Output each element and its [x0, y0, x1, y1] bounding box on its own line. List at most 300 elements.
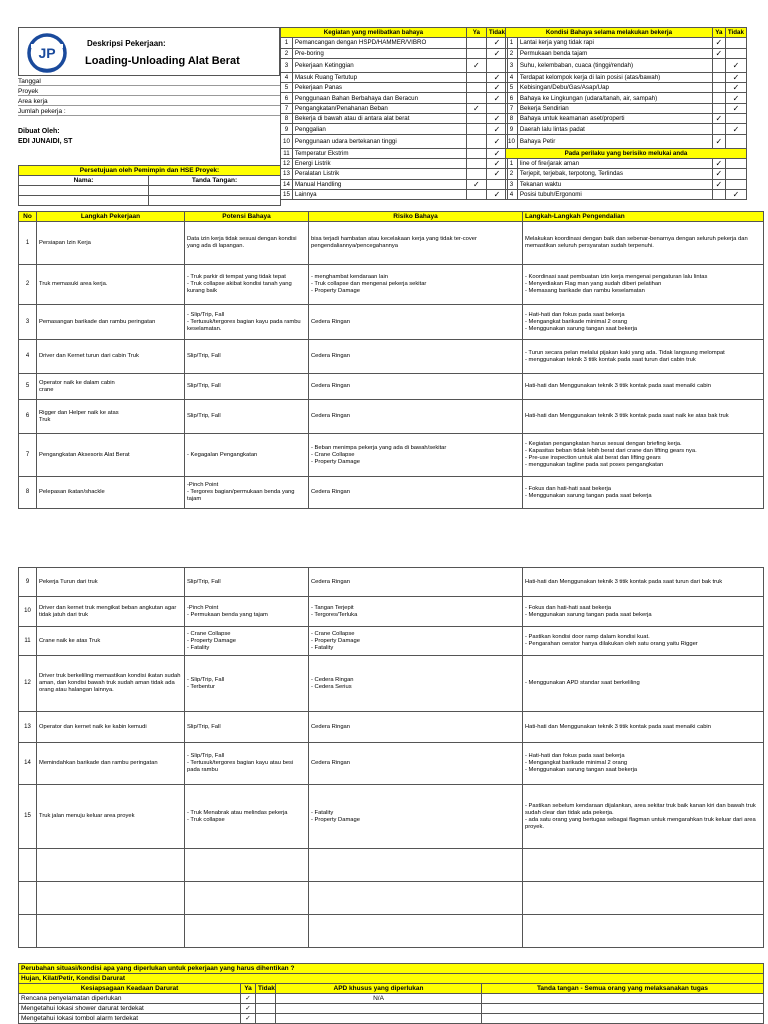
activity-ya-check [466, 114, 486, 124]
empty-cell [309, 882, 523, 915]
approval-signature-cell [149, 186, 281, 196]
activity-row [281, 148, 508, 158]
condition-no: 2 [506, 48, 518, 58]
control-measures: - Koordinasi saat pembuatan izin kerja mengenai pengaturan lalu lintas - Menyediakan Flag man yang sudah diberi pelatihan - Memasang barikade dan rambu keselamatan [523, 265, 764, 305]
activity-tidak-check: ✓ [486, 134, 507, 148]
step-no: 8 [19, 477, 37, 509]
condition-row [506, 58, 747, 72]
prepared-by [18, 127, 72, 147]
jsa-row [19, 627, 764, 656]
activity-tidak-check: ✓ [486, 124, 507, 134]
condition-label: Bahaya untuk keamanan aset/properti [517, 114, 712, 124]
activity-tidak-check: ✓ [486, 72, 507, 82]
activity-ya-check: ✓ [466, 179, 486, 189]
activity-ya-check [466, 83, 486, 93]
col-pengendalian-header: Langkah-Langkah Pengendalian [523, 212, 764, 222]
jsa-row [19, 400, 764, 434]
hazard-risk: Cedera Ringan [309, 340, 523, 374]
step-no: 6 [19, 400, 37, 434]
hazard-risk: - Crane Collapse - Property Damage - Fatality [309, 627, 523, 656]
behavior-no: 2 [506, 169, 518, 179]
behavior-tidak-check [725, 158, 746, 168]
approval-name-cell [19, 186, 149, 196]
approval-table [18, 165, 281, 206]
hazard-risk: Cedera Ringan [309, 477, 523, 509]
hazard-risk: - Beban menimpa pekerja yang ada di bawah/sekitar - Crane Collapse - Property Damage [309, 434, 523, 477]
step-no: 5 [19, 374, 37, 400]
step-description: Pekerja Turun dari truk [37, 568, 185, 597]
empty-cell [523, 882, 764, 915]
activity-row [281, 179, 508, 189]
step-description: Rigger dan Helper naik ke atas Truk [37, 400, 185, 434]
activity-tidak-check: ✓ [486, 48, 507, 58]
activity-label: Energi Listrik [292, 158, 466, 168]
hazard-risk: bisa terjadi hambatan atau kecelakaan kerja yang tidak ter-cover pengendaliannya/pencegahannya [309, 222, 523, 265]
potential-hazard: - Slip/Trip, Fall - Terbentur [185, 656, 309, 712]
activity-label: Pekerjaan Panas [292, 83, 466, 93]
emergency-tidak-check [256, 1014, 276, 1024]
condition-row [506, 48, 747, 58]
work-area-field: Area kerja [18, 97, 280, 106]
stop-work-question: Perubahan situasi/kondisi apa yang diperlukan untuk pekerjaan yang harus dihentikan ? [19, 964, 764, 974]
jsa-row [19, 785, 764, 849]
hazard-risk: - Cedera Ringan - Cedera Serius [309, 656, 523, 712]
jsa-row [19, 434, 764, 477]
activity-no: 2 [281, 48, 293, 58]
project-field: Proyek [18, 87, 280, 96]
behavior-no: 4 [506, 189, 518, 199]
activity-no: 11 [281, 148, 293, 158]
prepared-by-name: EDI JUNAIDI, ST [18, 138, 73, 145]
hazard-risk: Cedera Ringan [309, 374, 523, 400]
step-description: Crane naik ke atas Truk [37, 627, 185, 656]
step-description: Memindahkan barikade dan rambu peringatan [37, 743, 185, 785]
activity-ya-check [466, 124, 486, 134]
condition-row [506, 114, 747, 124]
activity-ya-check: ✓ [466, 58, 486, 72]
condition-no: 8 [506, 114, 518, 124]
empty-cell [523, 915, 764, 948]
step-description: Pemasangan barikade dan rambu peringatan [37, 305, 185, 340]
step-no: 1 [19, 222, 37, 265]
condition-label: Bahaya Petir [517, 134, 712, 148]
condition-no: 1 [506, 38, 518, 48]
activity-label: Bekerja di bawah atau di antara alat berat [292, 114, 466, 124]
step-description: Driver truk berkeliling memastikan kondisi ikatan sudah aman, dan kondisi bawah truk sudah aman tidak ada orang atau halangan lainnya. [37, 656, 185, 712]
behavior-subtitle: Pada perilaku yang berisiko melukai anda [506, 148, 747, 158]
hazard-risk: - Tangan Terjepit - Tergores/Terluka [309, 597, 523, 627]
conditions-ya-header: Ya [712, 28, 725, 38]
activity-row [281, 158, 508, 168]
control-measures: Hati-hati dan Menggunakan teknik 3 titik kontak pada saat naik ke atas bak truk [523, 400, 764, 434]
activity-tidak-check: ✓ [486, 114, 507, 124]
approval-name-cell [19, 196, 149, 206]
step-description: Pengangkatan Aksesoris Alat Berat [37, 434, 185, 477]
condition-ya-check: ✓ [712, 114, 725, 124]
empty-cell [185, 849, 309, 882]
empty-row [19, 915, 764, 948]
jsa-row [19, 597, 764, 627]
control-measures: - Turun secara pelan melalui pijakan kaki yang ada. Tidak langsung melompat - menggunakan teknik 3 titik kontak pada saat turun dari cabin truk [523, 340, 764, 374]
ppe-title: APD khusus yang diperlukan [276, 984, 482, 994]
stop-work-answer: Hujan, Kilat/Petir, Kondisi Darurat [19, 974, 764, 984]
empty-cell [185, 915, 309, 948]
potential-hazard: -Pinch Point - Permukaan benda yang tajam [185, 597, 309, 627]
condition-ya-check [712, 103, 725, 113]
worker-count-field: Jumlah pekerja : [18, 107, 280, 116]
behavior-no: 3 [506, 179, 518, 189]
activity-row [281, 72, 508, 82]
control-measures: - Pastikan sebelum kendaraan dijalankan, area sekitar truk baik kanan kiri dan bawah truk sudah clear dan tidak ada pekerja. - ada satu orang yang bertugas sebagai flagman untuk mengarahkan truk keluar dari area proyek. [523, 785, 764, 849]
step-no: 13 [19, 712, 37, 743]
activity-row [281, 58, 508, 72]
control-measures: - Pastikan kondisi door ramp dalam kondisi kuat. - Pengarahan oerator hanya dilakukan oleh satu orang yaitu Rigger [523, 627, 764, 656]
jsa-table-page-1 [18, 211, 764, 509]
job-description-label: Deskripsi Pekerjaan: [87, 39, 166, 48]
potential-hazard: - Slip/Trip, Fall - Tertusuk/tergores bagian kayu pada rambu keselamatan. [185, 305, 309, 340]
activities-title: Kegiatan yang melibatkan bahaya [281, 28, 467, 38]
condition-tidak-check [725, 114, 746, 124]
col-risiko-header: Risiko Bahaya [309, 212, 523, 222]
step-no: 10 [19, 597, 37, 627]
potential-hazard: Data izin kerja tidak sesuai dengan kondisi yang ada di lapangan. [185, 222, 309, 265]
activity-label: Pre-boring [292, 48, 466, 58]
empty-cell [185, 882, 309, 915]
behavior-ya-check: ✓ [712, 169, 725, 179]
control-measures: - Hati-hati dan fokus pada saat bekerja - Mengangkat barikade minimal 2 orang - Menggunakan sarung tangan saat bekerja [523, 743, 764, 785]
condition-ya-check: ✓ [712, 48, 725, 58]
activity-ya-check [466, 72, 486, 82]
emergency-ya-check: ✓ [241, 994, 256, 1004]
jsa-row [19, 656, 764, 712]
control-measures: - Fokus dan hati-hati saat bekerja - Menggunakan sarung tangan pada saat bekerja [523, 597, 764, 627]
activity-no: 12 [281, 158, 293, 168]
condition-ya-check: ✓ [712, 134, 725, 148]
condition-row [506, 103, 747, 113]
signature-cell [482, 1004, 764, 1014]
activity-no: 7 [281, 103, 293, 113]
activity-row [281, 189, 508, 199]
activity-label: Pemancangan dengan HSPD/HAMMER/VIBRO [292, 38, 466, 48]
activity-tidak-check: ✓ [486, 169, 507, 179]
behavior-tidak-check [725, 169, 746, 179]
activity-ya-check [466, 158, 486, 168]
potential-hazard: Slip/Trip, Fall [185, 340, 309, 374]
emergency-item-row [19, 994, 764, 1004]
condition-label: Suhu, kelembaban, cuaca (tinggi/rendah) [517, 58, 712, 72]
hazard-risk: Cedera Ringan [309, 568, 523, 597]
activity-ya-check [466, 38, 486, 48]
emergency-item-label: Rencana penyelamatan diperlukan [19, 994, 241, 1004]
activities-tidak-header: Tidak [486, 28, 507, 38]
condition-ya-check [712, 58, 725, 72]
ppe-value: N/A [276, 994, 482, 1004]
activity-tidak-check: ✓ [486, 93, 507, 103]
empty-cell [19, 915, 37, 948]
conditions-tidak-header: Tidak [725, 28, 746, 38]
behavior-row [506, 158, 747, 168]
empty-cell [37, 915, 185, 948]
condition-no: 4 [506, 72, 518, 82]
behavior-label: Tekanan waktu [517, 179, 712, 189]
jsa-row [19, 374, 764, 400]
condition-label: Terdapat kelompok kerja di lain posisi (atas/bawah) [517, 72, 712, 82]
control-measures: - Menggunakan APD standar saat berkeliling [523, 656, 764, 712]
empty-row [19, 882, 764, 915]
activity-no: 6 [281, 93, 293, 103]
behavior-ya-check [712, 189, 725, 199]
condition-tidak-check [725, 48, 746, 58]
empty-cell [309, 849, 523, 882]
emergency-item-label: Mengetahui lokasi tombol alarm terdekat [19, 1014, 241, 1024]
col-no-header: No [19, 212, 37, 222]
activity-label: Pekerjaan Ketinggian [292, 58, 466, 72]
potential-hazard: -Pinch Point - Tergores bagian/permukaan benda yang tajam [185, 477, 309, 509]
control-measures: Melakukan koordinasi dengan baik dan sebenar-benarnya dengan seluruh pekerja dan memastikan seluruh persyaratan sudah terpenuhi. [523, 222, 764, 265]
condition-row [506, 72, 747, 82]
condition-no: 7 [506, 103, 518, 113]
condition-label: Bahaya ke Lingkungan (udara/tanah, air, sampah) [517, 93, 712, 103]
activity-ya-check [466, 134, 486, 148]
activity-label: Masuk Ruang Tertutup [292, 72, 466, 82]
activity-no: 1 [281, 38, 293, 48]
approval-title: Persetujuan oleh Pemimpin dan HSE Proyek: [19, 166, 281, 176]
potential-hazard: - Crane Collapse - Property Damage - Fatality [185, 627, 309, 656]
col-potensi-header: Potensi Bahaya [185, 212, 309, 222]
condition-tidak-check: ✓ [725, 72, 746, 82]
activity-ya-check [466, 48, 486, 58]
activities-ya-header: Ya [466, 28, 486, 38]
control-measures: Hati-hati dan Menggunakan teknik 3 titik kontak pada saat turun dari bak truk [523, 568, 764, 597]
step-description: Operator naik ke dalam cabin crane [37, 374, 185, 400]
activity-ya-check [466, 93, 486, 103]
jsa-row [19, 340, 764, 374]
potential-hazard: Slip/Trip, Fall [185, 374, 309, 400]
potential-hazard: Slip/Trip, Fall [185, 400, 309, 434]
hazard-conditions-table [505, 27, 747, 200]
emergency-tidak-header: Tidak [256, 984, 276, 994]
behavior-label: line of fire/jarak aman [517, 158, 712, 168]
activity-ya-check [466, 189, 486, 199]
condition-row [506, 83, 747, 93]
hazard-risk: Cedera Ringan [309, 305, 523, 340]
step-no: 7 [19, 434, 37, 477]
step-no: 12 [19, 656, 37, 712]
potential-hazard: - Kegagalan Pengangkatan [185, 434, 309, 477]
signature-title: Tanda tangan - Semua orang yang melaksanakan tugas [482, 984, 764, 994]
empty-cell [523, 849, 764, 882]
company-logo [22, 32, 72, 74]
condition-no: 6 [506, 93, 518, 103]
jsa-row [19, 568, 764, 597]
condition-tidak-check: ✓ [725, 58, 746, 72]
ppe-value [276, 1014, 482, 1024]
control-measures: - Hati-hati dan fokus pada saat bekerja - Mengangkat barikade minimal 2 orang - Menggunakan sarung tangan saat bekerja [523, 305, 764, 340]
activity-label: Temperatur Ekstrim [292, 148, 466, 158]
activity-row [281, 114, 508, 124]
step-no: 3 [19, 305, 37, 340]
control-measures: Hati-hati dan Menggunakan teknik 3 titik kontak pada saat menaiki cabin [523, 374, 764, 400]
activity-row [281, 103, 508, 113]
jsa-row [19, 222, 764, 265]
step-no: 14 [19, 743, 37, 785]
activity-label: Penggunaan Bahan Berbahaya dan Beracun [292, 93, 466, 103]
emergency-item-row [19, 1004, 764, 1014]
hazard-risk: Cedera Ringan [309, 743, 523, 785]
step-description: Operator dan kernet naik ke kabin kemudi [37, 712, 185, 743]
activity-no: 5 [281, 83, 293, 93]
title-box [18, 27, 280, 76]
potential-hazard: - Truk parkir di tempat yang tidak tepat - Truk collapse akibat kondisi tanah yang kurang baik [185, 265, 309, 305]
prepared-by-label: Dibuat Oleh: [18, 128, 60, 135]
activity-ya-check [466, 148, 486, 158]
behavior-row [506, 169, 747, 179]
activity-ya-check [466, 169, 486, 179]
behavior-row [506, 189, 747, 199]
svg-text:JP: JP [38, 45, 56, 61]
condition-ya-check [712, 124, 725, 134]
activity-label: Penggunaan udara bertekanan tinggi [292, 134, 466, 148]
condition-ya-check [712, 83, 725, 93]
condition-label: Permukaan benda tajam [517, 48, 712, 58]
condition-tidak-check: ✓ [725, 93, 746, 103]
step-description: Truk jalan menuju keluar area proyek [37, 785, 185, 849]
condition-label: Bekerja Sendirian [517, 103, 712, 113]
empty-cell [309, 915, 523, 948]
activity-no: 4 [281, 72, 293, 82]
step-description: Pelepasan ikatan/shackle [37, 477, 185, 509]
control-measures: Hati-hati dan Menggunakan teknik 3 titik kontak pada saat menaiki cabin [523, 712, 764, 743]
activity-row [281, 83, 508, 93]
activity-no: 3 [281, 58, 293, 72]
emergency-tidak-check [256, 1004, 276, 1014]
approval-name-label: Nama: [19, 176, 149, 186]
date-field: Tanggal [18, 77, 280, 86]
activity-no: 10 [281, 134, 293, 148]
condition-no: 3 [506, 58, 518, 72]
job-title: Loading-Unloading Alat Berat [85, 55, 240, 67]
approval-signature-cell [149, 196, 281, 206]
step-description: Persiapan Izin Kerja [37, 222, 185, 265]
hazard-risk: - menghambat kendaraan lain - Truk collapse dan mengenai pekerja sekitar - Property Damage [309, 265, 523, 305]
activity-tidak-check: ✓ [486, 189, 507, 199]
step-no: 11 [19, 627, 37, 656]
activity-ya-check: ✓ [466, 103, 486, 113]
activity-no: 15 [281, 189, 293, 199]
potential-hazard: Slip/Trip, Fall [185, 568, 309, 597]
potential-hazard: - Slip/Trip, Fall - Tertusuk/tergores bagian kayu atau besi pada rambu [185, 743, 309, 785]
condition-ya-check [712, 93, 725, 103]
condition-label: Kebisingan/Debu/Gas/Asap/Uap [517, 83, 712, 93]
activity-row [281, 38, 508, 48]
behavior-ya-check: ✓ [712, 158, 725, 168]
jsa-row [19, 305, 764, 340]
step-no: 4 [19, 340, 37, 374]
emergency-item-label: Mengetahui lokasi shower darurat terdekat [19, 1004, 241, 1014]
emergency-item-row [19, 1014, 764, 1024]
empty-cell [37, 882, 185, 915]
condition-no: 9 [506, 124, 518, 134]
empty-cell [19, 882, 37, 915]
condition-row [506, 38, 747, 48]
emergency-title: Kesiapsagaan Keadaan Darurat [19, 984, 241, 994]
footer-table [18, 963, 764, 1024]
activity-label: Penggalian [292, 124, 466, 134]
condition-ya-check: ✓ [712, 38, 725, 48]
potential-hazard: - Truk Menabrak atau melindas pekerja - Truk collapse [185, 785, 309, 849]
activity-row [281, 48, 508, 58]
activity-label: Pengangkatan/Penahanan Beban [292, 103, 466, 113]
step-description: Driver dan kernet truk mengikat beban angkutan agar tidak jatuh dari truk [37, 597, 185, 627]
signature-cell [482, 994, 764, 1004]
potential-hazard: Slip/Trip, Fall [185, 712, 309, 743]
activity-no: 9 [281, 124, 293, 134]
condition-no: 5 [506, 83, 518, 93]
condition-tidak-check: ✓ [725, 124, 746, 134]
hazard-activities-table [280, 27, 508, 200]
col-langkah-header: Langkah Pekerjaan [37, 212, 185, 222]
condition-tidak-check [725, 134, 746, 148]
activity-row [281, 124, 508, 134]
condition-row [506, 124, 747, 134]
activity-tidak-check: ✓ [486, 148, 507, 158]
jsa-row [19, 477, 764, 509]
hazard-risk: Cedera Ringan [309, 712, 523, 743]
empty-cell [19, 849, 37, 882]
step-no: 9 [19, 568, 37, 597]
control-measures: - Fokus dan hati-hati saat bekerja - Menggunakan sarung tangan pada saat bekerja [523, 477, 764, 509]
behavior-no: 1 [506, 158, 518, 168]
condition-label: Lantai kerja yang tidak rapi [517, 38, 712, 48]
jsa-row [19, 743, 764, 785]
activity-no: 13 [281, 169, 293, 179]
activity-row [281, 134, 508, 148]
condition-label: Daerah lalu lintas padat [517, 124, 712, 134]
condition-tidak-check: ✓ [725, 103, 746, 113]
activity-tidak-check: ✓ [486, 38, 507, 48]
emergency-ya-check: ✓ [241, 1004, 256, 1014]
approval-signature-label: Tanda Tangan: [149, 176, 281, 186]
control-measures: - Kegiatan pengangkatan harus sesuai dengan briefing kerja. - Kapasitas beban tidak lebih berat dari crane dan lifting gears nya. - Pre-use inspection untuk alat berat dan lifting gears - menggunakan tagline pada sat poses pengangkatan [523, 434, 764, 477]
behavior-ya-check: ✓ [712, 179, 725, 189]
activity-label: Peralatan Listrik [292, 169, 466, 179]
conditions-title: Kondisi Bahaya selama melakukan bekerja [506, 28, 713, 38]
step-description: Truk memasuki area kerja. [37, 265, 185, 305]
jsa-row [19, 265, 764, 305]
behavior-tidak-check: ✓ [725, 189, 746, 199]
condition-row [506, 134, 747, 148]
condition-ya-check [712, 72, 725, 82]
hazard-risk: - Fatality - Property Damage [309, 785, 523, 849]
activity-tidak-check: ✓ [486, 158, 507, 168]
emergency-ya-header: Ya [241, 984, 256, 994]
activity-row [281, 93, 508, 103]
condition-no: 10 [506, 134, 518, 148]
ppe-value [276, 1004, 482, 1014]
empty-cell [37, 849, 185, 882]
step-no: 2 [19, 265, 37, 305]
behavior-label: Terjepit, terjebak, terpotong, Terlindas [517, 169, 712, 179]
activity-no: 8 [281, 114, 293, 124]
condition-tidak-check: ✓ [725, 83, 746, 93]
behavior-row [506, 179, 747, 189]
condition-row [506, 93, 747, 103]
activity-tidak-check: ✓ [486, 83, 507, 93]
step-description: Driver dan Kernet turun dari cabin Truk [37, 340, 185, 374]
activity-label: Manual Handling [292, 179, 466, 189]
step-no: 15 [19, 785, 37, 849]
jsa-row [19, 712, 764, 743]
